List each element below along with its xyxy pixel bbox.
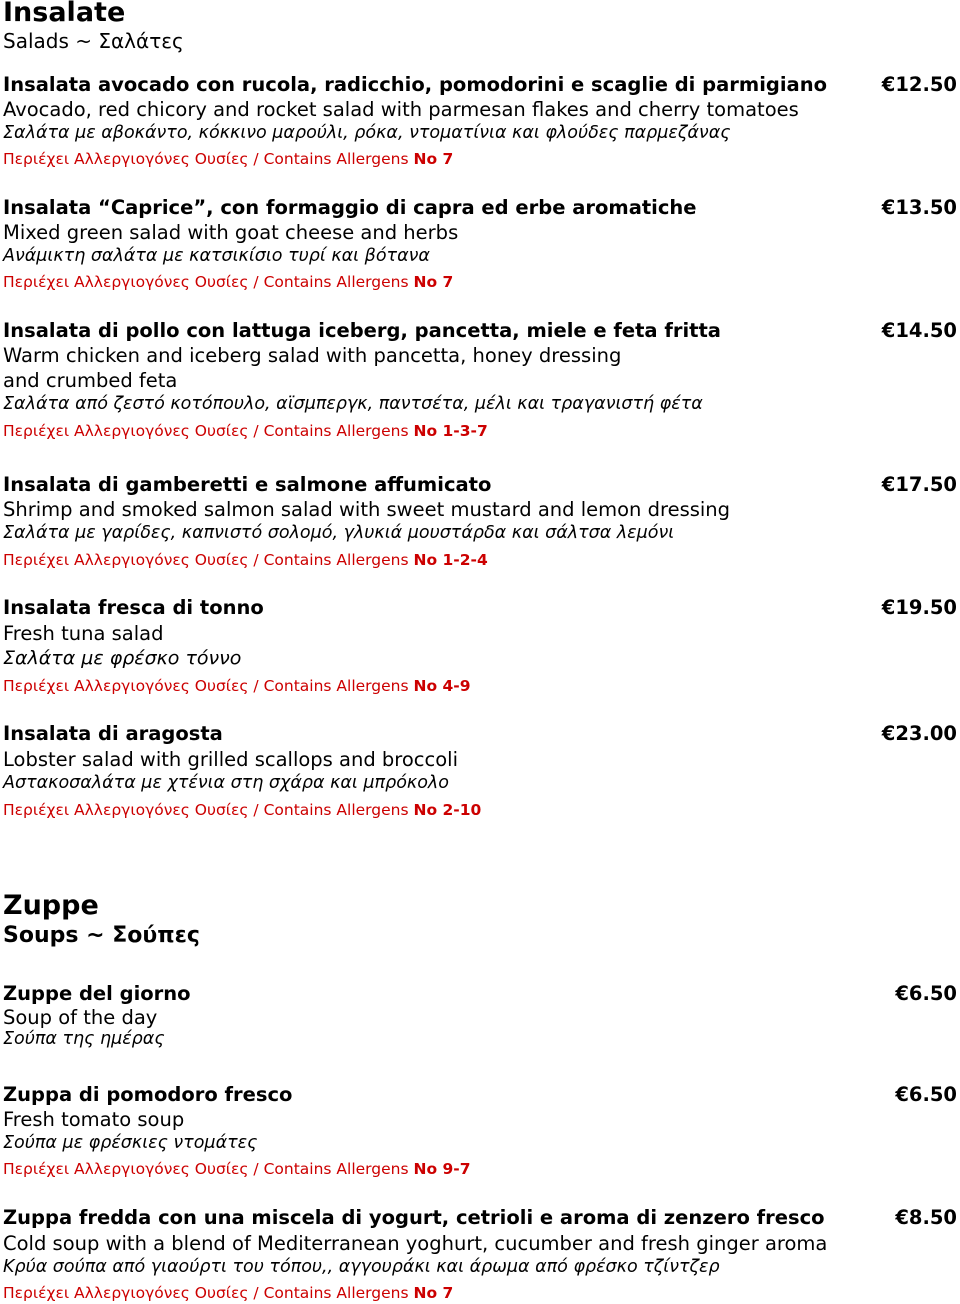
allergens-number: No 7 [413,150,454,168]
item-name: Insalata di gamberetti e salmone affumicato [3,473,492,496]
salads-subtitle: Salads ~ Σαλάτες [3,29,184,53]
allergens-label: Περιέχει Αλλεργιογόνες Ουσίες / Contains Allergens [3,801,409,819]
item-allergens [3,149,453,169]
salads-title: Insalate [3,0,126,28]
allergens-label: Περιέχει Αλλεργιογόνες Ουσίες / Contains Allergens [3,1284,409,1302]
item-name: Insalata “Caprice”, con formaggio di capra ed erbe aromatiche [3,196,697,219]
item-allergens [3,800,481,820]
item-english: Shrimp and smoked salmon salad with sweet mustard and lemon dressing [3,498,731,521]
allergens-number: No 9-7 [413,1160,471,1178]
item-greek: Σούπα της ημέρας [3,1029,165,1049]
item-price: €13.50 [881,196,957,219]
allergens-number: No 4-9 [413,677,471,695]
item-greek: Σούπα με φρέσκιες ντομάτες [3,1133,258,1153]
item-name: Insalata fresca di tonno [3,596,264,619]
item-name: Insalata di pollo con lattuga iceberg, pancetta, miele e feta fritta [3,319,721,342]
allergens-label: Περιέχει Αλλεργιογόνες Ουσίες / Contains Allergens [3,422,409,440]
item-allergens [3,550,488,570]
item-price: €12.50 [881,73,957,96]
item-allergens [3,1159,471,1179]
item-english: Fresh tuna salad [3,622,164,645]
soups-subtitle: Soups ~ Σούπες [3,923,200,948]
item-price: €6.50 [895,1083,957,1106]
soups-title: Zuppe [3,890,99,921]
item-price: €17.50 [881,473,957,496]
item-name: Insalata avocado con rucola, radicchio, pomodorini e scaglie di parmigiano [3,73,827,96]
item-price: €8.50 [895,1206,957,1229]
item-greek: Αστακοσαλάτα με χτένια στη σχάρα και μπρόκολο [3,773,449,793]
allergens-number: No 1-3-7 [413,422,488,440]
item-greek: Σαλάτα με φρέσκο τόννο [3,647,242,669]
item-english: Warm chicken and iceberg salad with pancetta, honey dressing and crumbed feta [3,344,622,392]
item-english: Soup of the day [3,1006,158,1029]
item-price: €23.00 [881,722,957,745]
allergens-label: Περιέχει Αλλεργιογόνες Ουσίες / Contains Allergens [3,1160,409,1178]
item-name: Insalata di aragosta [3,722,223,745]
item-price: €6.50 [895,982,957,1005]
allergens-number: No 1-2-4 [413,551,488,569]
item-greek: Σαλάτα με αβοκάντο, κόκκινο μαρούλι, ρόκα, ντοματίνια και φλούδες παρμεζάνας [3,123,731,143]
item-greek: Ανάμικτη σαλάτα με κατσικίσιο τυρί και βότανα [3,246,430,266]
item-price: €14.50 [881,319,957,342]
item-allergens [3,421,488,441]
item-allergens [3,676,471,696]
item-allergens [3,272,453,292]
item-greek: Σαλάτα από ζεστό κοτόπουλο, αϊσμπεργκ, παντσέτα, μέλι και τραγανιστή φέτα [3,394,703,414]
allergens-number: No 2-10 [413,801,482,819]
item-english: Lobster salad with grilled scallops and broccoli [3,748,459,771]
item-english: Avocado, red chicory and rocket salad with parmesan flakes and cherry tomatoes [3,98,799,121]
allergens-label: Περιέχει Αλλεργιογόνες Ουσίες / Contains Allergens [3,677,409,695]
item-allergens [3,1283,453,1303]
allergens-label: Περιέχει Αλλεργιογόνες Ουσίες / Contains Allergens [3,551,409,569]
item-english: Fresh tomato soup [3,1108,185,1131]
item-name: Zuppe del giorno [3,982,191,1005]
item-english: Mixed green salad with goat cheese and herbs [3,221,459,244]
item-name: Zuppa di pomodoro fresco [3,1083,293,1106]
item-english: Cold soup with a blend of Mediterranean yoghurt, cucumber and fresh ginger aroma [3,1232,828,1255]
allergens-number: No 7 [413,273,454,291]
item-greek: Σαλάτα με γαρίδες, καπνιστό σολομό, γλυκιά μουστάρδα και σάλτσα λεμόνι [3,523,675,543]
allergens-label: Περιέχει Αλλεργιογόνες Ουσίες / Contains Allergens [3,273,409,291]
item-greek: Κρύα σούπα από γιαούρτι του τόπου,, αγγουράκι και άρωμα από φρέσκο τζίντζερ [3,1257,720,1277]
allergens-label: Περιέχει Αλλεργιογόνες Ουσίες / Contains Allergens [3,150,409,168]
item-name: Zuppa fredda con una miscela di yogurt, cetrioli e aroma di zenzero fresco [3,1206,825,1229]
item-price: €19.50 [881,596,957,619]
allergens-number: No 7 [413,1284,454,1302]
